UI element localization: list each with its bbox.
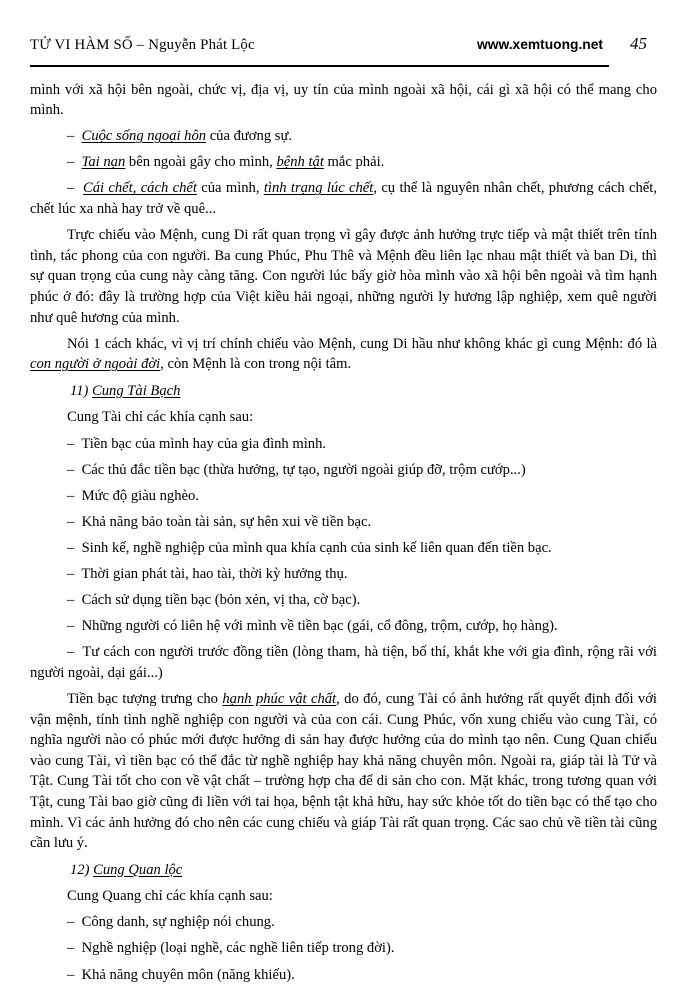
text-run: Các thủ đắc tiền bạc (thừa hưởng, tự tạo, người ngoài giúp đỡ, trộm cướp...) [81,461,526,478]
list-item-cach-su-dung [30,590,657,611]
text-run: – [67,513,82,530]
paragraph-tien-bac-tuong-trung [30,689,657,854]
list-item-thoi-gian-phat-tai [30,564,657,585]
paragraph-cung-tai-intro [30,407,657,428]
text-run: Tiền bạc của mình hay của gia đình mình. [81,435,327,452]
emphasis-text: 11) [70,382,93,399]
paragraph-noi-cach-khac [30,334,657,375]
list-item-muc-do-giau-ngheo [30,486,657,507]
text-run: Khả năng chuyên môn (năng khiếu). [81,966,295,983]
list-item-ngoai-hon [30,126,657,147]
text-run: – [67,565,82,582]
text-run: – [67,914,82,931]
text-run: Sinh kế, nghề nghiệp của mình qua khía cạnh của sinh kế liên quan đến tiền bạc. [81,539,552,556]
heading-cung-tai-bach [30,381,657,402]
page-header [30,34,657,67]
text-run: Nghề nghiệp (loại nghề, các nghề liên tiếp trong đời). [81,940,395,957]
emphasis-text: tình trạng lúc chết [263,180,374,197]
emphasis-text: bệnh tật [276,154,324,171]
text-run: mắc phải. [323,154,385,171]
website-url: www.xemtuong.net [477,37,603,52]
text-run: Công danh, sự nghiệp nói chung. [81,914,275,931]
text-run: – [67,435,82,452]
emphasis-text: Cuộc sống ngoại hôn [81,128,207,145]
text-run: Những người có liên hệ với mình về tiền bạc (gái, cổ đông, trộm, cướp, họ hàng). [81,618,558,635]
list-item-tien-bac [30,434,657,455]
text-run: Nói 1 cách khác, vì vị trí chính chiếu vào Mệnh, cung Di hầu như không khác gì cung Mệnh: đó là [67,335,657,352]
text-run: – [67,487,82,504]
text-run: của mình, [196,180,264,197]
book-title: TỬ VI HÀM SỐ – Nguyễn Phát Lộc [30,37,255,53]
text-run: – [67,539,82,556]
heading-cung-quan-loc [30,860,657,881]
text-run: Tư cách con người trước đồng tiền (lòng tham, hà tiện, bố thí, khắt khe với gia đình, rộng rãi với người ngoài, dại gái...) [30,644,657,681]
text-run: Tiền bạc tượng trưng cho [67,690,223,707]
list-item-tai-nan [30,152,657,173]
text-run: , cụ thể là nguyên nhân chết, phương cách chết, chết lúc xa nhà hay trở về quê... [30,180,657,218]
emphasis-text: 12) [70,861,94,878]
emphasis-text: Tai nạn [81,154,126,171]
text-run: – [67,966,82,983]
header-underline-area [30,35,609,67]
text-run: Thời gian phát tài, hao tài, thời kỳ hưởng thụ. [81,565,348,582]
paragraph-truc-chieu [30,225,657,328]
page-body [30,80,657,985]
emphasis-text: Cái chết, cách chết [82,180,197,197]
text-run: Khả năng bảo toàn tài sản, sự hên xui về tiền bạc. [81,513,372,530]
text-run: , do đó, cung Tài có ảnh hưởng rất quyết định đối với vận mệnh, tính tình nghề nghiệp con người và của con cái. Cung Phúc, vốn xung chiếu vào cung Tài, có nghĩa người nào có phúc mới được hưởng di sản hay được hưởng của do mình tạo nên. Cung Quan chiếu vào cung Tài, vì tiền bạc có thể đắc từ nghề nghiệp hay khả năng chuyên môn. Ngoài ra, giáp tài là Tử và Tật. Cung Tài tốt cho con về vật chất – trường hợp cha để di sản cho con. Mặt khác, trong tương quan với Tật, cung Tài bao giờ cũng đi liền với tai họa, bệnh tật khả hữu, hay sức khỏe tốt do tiền bạc có thể tạo cho mình. Vì các ảnh hưởng đó cho nên các cung chiếu và giáp Tài rất quan trọng. Các sao chủ về tiền tài cũng cần lưu ý. [30,690,657,852]
page-number: 45 [630,34,647,53]
text-run: mình với xã hội bên ngoài, chức vị, địa vị, uy tín của mình ngoài xã hội, cái gì xã hội có thể mang cho mình. [30,81,657,119]
emphasis-text: Cung Quan lộc [93,861,183,878]
list-item-bao-toan-tai-san [30,512,657,533]
text-run: – [67,940,82,957]
emphasis-text: con người ở ngoài đời [30,356,161,373]
emphasis-text: Cung Tài Bạch [92,382,181,399]
text-run: Cung Quang chỉ các khía cạnh sau: [67,888,273,905]
list-item-nghe-nghiep [30,938,657,959]
list-item-cai-chet [30,178,657,219]
text-run: – [67,592,82,609]
list-item-nhung-nguoi-lien-he [30,616,657,637]
text-run: – [67,618,82,635]
text-run: bên ngoài gây cho mình, [125,154,277,171]
paragraph-cung-quang-intro [30,886,657,907]
list-item-kha-nang-chuyen-mon [30,965,657,985]
list-item-sinh-ke [30,538,657,559]
text-run: – [67,644,83,661]
text-run: Trực chiếu vào Mệnh, cung Di rất quan trọng vì gây được ảnh hưởng trực tiếp và mật thiết trên tính tình, tác phong của con người. Ba cung Phúc, Phu Thê và Mệnh đều liên lạc nhau mật thiết và ban Di, thì sự quan trọng của cung này càng tăng. Con người lúc bấy giờ hòa mình vào xã hội bên ngoài và tìm hạnh phúc ở đó: đây là trường hợp của Việt kiều hải ngoại, những người ly hương lập nghiệp, xem quê người như quê hương của mình. [30,227,657,326]
list-item-cong-danh [30,912,657,933]
text-run: , còn Mệnh là con trong nội tâm. [160,356,352,373]
paragraph-di-continued [30,80,657,121]
text-run: – [67,128,82,145]
text-run: – [67,461,82,478]
text-run: – [67,180,83,197]
list-item-thu-dac-tien-bac [30,460,657,481]
emphasis-text: hạnh phúc vật chất [222,690,337,707]
text-run: Mức độ giàu nghèo. [81,487,199,504]
text-run: của đương sự. [206,128,292,145]
text-run: Cung Tài chỉ các khía cạnh sau: [67,409,254,426]
text-run: – [67,154,82,171]
list-item-tu-cach-con-nguoi [30,642,657,683]
text-run: Cách sử dụng tiền bạc (bỏn xẻn, vị tha, cờ bạc). [81,592,361,609]
